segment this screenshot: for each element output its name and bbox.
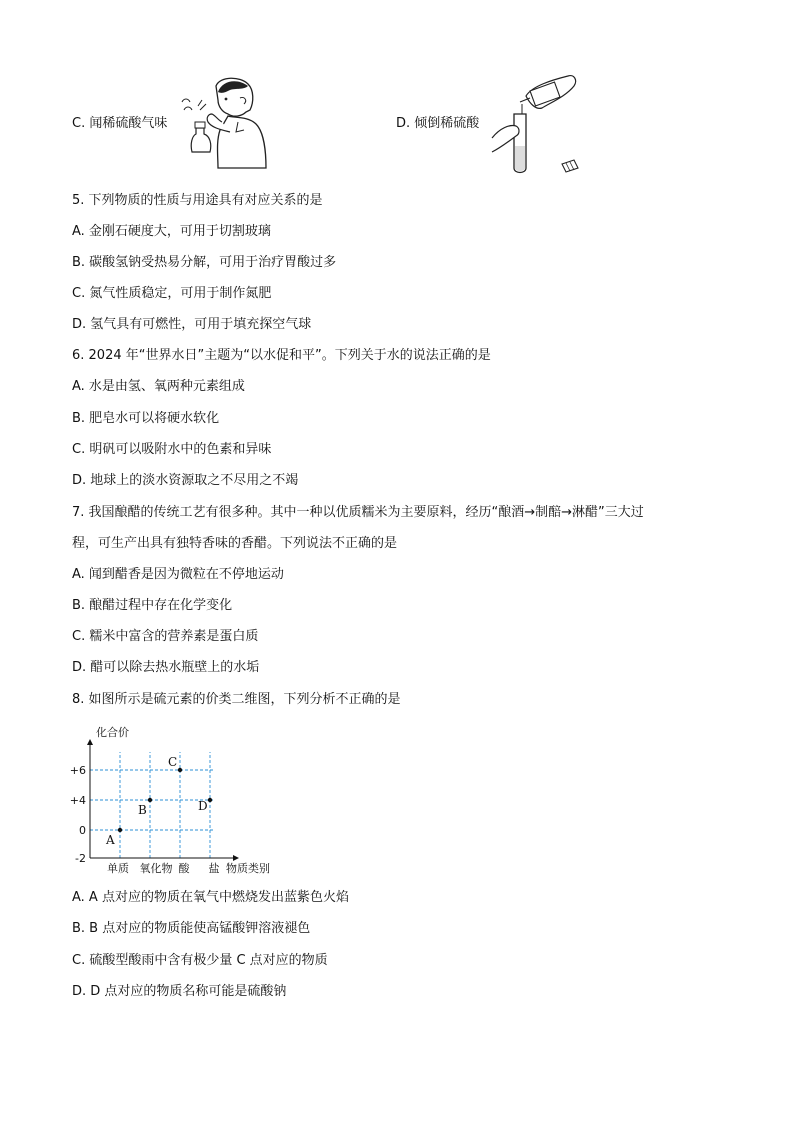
- q6-option-d: D. 地球上的淡水资源取之不尽用之不竭: [72, 473, 299, 488]
- q5-option-b: B. 碳酸氢钠受热易分解，可用于治疗胃酸过多: [72, 255, 337, 270]
- q7-option-a: A. 闻到醋香是因为微粒在不停地运动: [72, 567, 284, 582]
- point-a: [118, 828, 122, 832]
- q6-stem: 6. 2024 年“世界水日”主题为“以水促和平”。下列关于水的说法正确的是: [72, 348, 491, 363]
- point-label-a: A: [106, 833, 115, 847]
- q5-option-d: D. 氢气具有可燃性，可用于填充探空气球: [72, 317, 312, 332]
- x-tick-label: 盐: [208, 862, 220, 875]
- q8-option-c: C. 硫酸型酸雨中含有极少量 C 点对应的物质: [72, 953, 328, 968]
- point-label-d: D: [198, 799, 208, 813]
- y-tick-labels: [70, 764, 86, 865]
- q8-stem: 8. 如图所示是硫元素的价类二维图，下列分析不正确的是: [72, 692, 401, 707]
- y-tick-label: +4: [69, 794, 86, 807]
- x-tick-label: 酸: [178, 862, 190, 875]
- q7-option-b: B. 酿醋过程中存在化学变化: [72, 598, 233, 613]
- q4-option-d: D. 倾倒稀硫酸: [396, 116, 480, 131]
- x-tick-labels: [107, 861, 220, 875]
- q6-option-b: B. 肥皂水可以将硬水软化: [72, 411, 220, 426]
- y-tick-label: 0: [79, 824, 86, 837]
- q5-option-c: C. 氮气性质稳定，可用于制作氮肥: [72, 286, 272, 301]
- x-axis-label: 物质类别: [226, 862, 270, 875]
- q5-stem: 5. 下列物质的性质与用途具有对应关系的是: [72, 193, 323, 208]
- smelling-acid-illustration: [178, 72, 273, 172]
- q7-option-c: C. 糯米中富含的营养素是蛋白质: [72, 629, 259, 644]
- chart-points: [105, 755, 212, 847]
- q7-stem-line2: 程，可生产出具有独特香味的香醋。下列说法不正确的是: [72, 536, 398, 551]
- y-axis-label: 化合价: [96, 726, 129, 739]
- pouring-acid-illustration: [486, 68, 586, 180]
- point-d: [208, 798, 212, 802]
- sulfur-valence-chart: [60, 722, 300, 878]
- q8-option-a: A. A 点对应的物质在氧气中燃烧发出蓝紫色火焰: [72, 890, 349, 905]
- y-tick-label: +6: [69, 764, 86, 777]
- q7-stem-line1: 7. 我国酿醋的传统工艺有很多种。其中一种以优质糯米为主要原料，经历“酿酒→制醅→淋醋”三大过: [72, 505, 644, 520]
- point-b: [148, 798, 152, 802]
- y-tick-label: -2: [75, 852, 86, 865]
- x-tick-label: 氧化物: [139, 862, 173, 875]
- q6-option-c: C. 明矾可以吸附水中的色素和异味: [72, 442, 272, 457]
- q8-option-b: B. B 点对应的物质能使高锰酸钾溶液褪色: [72, 921, 311, 936]
- q7-option-d: D. 醋可以除去热水瓶壁上的水垢: [72, 660, 260, 675]
- point-label-b: B: [138, 803, 147, 817]
- q5-option-a: A. 金刚石硬度大，可用于切割玻璃: [72, 224, 271, 239]
- q4-option-c: C. 闻稀硫酸气味: [72, 116, 168, 131]
- point-label-c: C: [168, 755, 178, 769]
- q8-option-d: D. D 点对应的物质名称可能是硫酸钠: [72, 984, 287, 999]
- point-c: [178, 768, 182, 772]
- x-tick-label: 单质: [107, 862, 129, 875]
- q6-option-a: A. 水是由氢、氧两种元素组成: [72, 379, 245, 394]
